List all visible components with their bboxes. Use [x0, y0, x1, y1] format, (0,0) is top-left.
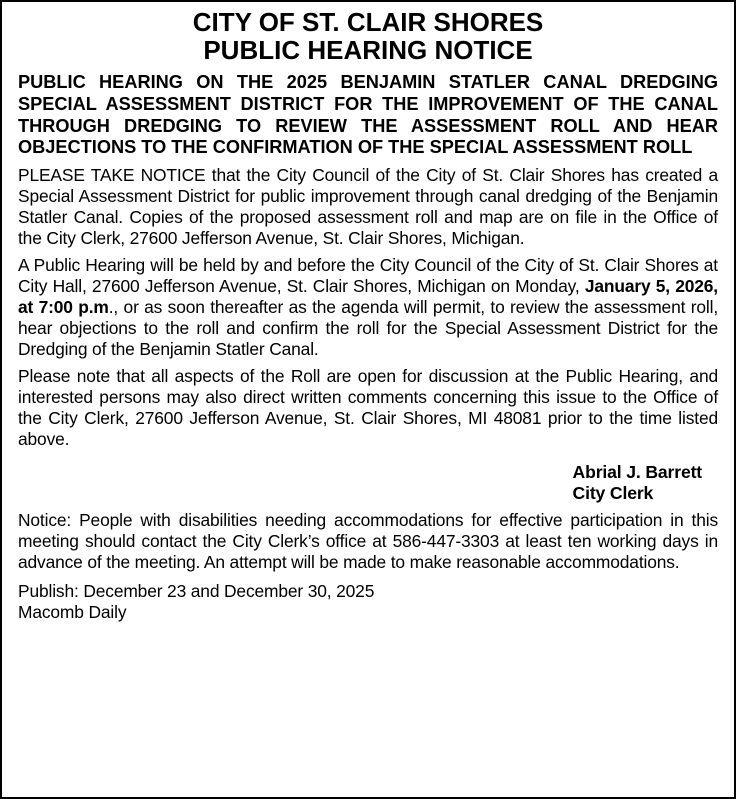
signature-name: Abrial J. Barrett: [572, 462, 702, 483]
hearing-date-time: January 5, 2026, at 7:00 p.m: [18, 276, 718, 318]
paragraph-accessibility: Notice: People with disabilities needing accommodations for effective participation in this meeting should contact the City Clerk’s office at 586-447-3303 at least ten working days in advance of the meeting. An attempt will be made to make reasonable accommodations.: [18, 510, 718, 573]
notice-title: [18, 8, 718, 64]
publish-info: [18, 581, 718, 623]
hearing-text-after: ., or as soon thereafter as the agenda will permit, to review the assessment roll, hear objections to the roll and confirm the roll for the Special Assessment District for the Dredging of the Benjamin Statler Canal.: [18, 297, 718, 360]
notice-subtitle: PUBLIC HEARING ON THE 2025 BENJAMIN STATLER CANAL DREDGING SPECIAL ASSESSMENT DISTRICT FOR THE IMPROVEMENT OF THE CANAL THROUGH DREDGING TO REVIEW THE ASSESSMENT ROLL AND HEAR OBJECTIONS TO THE CONFIRMATION OF THE SPECIAL ASSESSMENT ROLL: [18, 72, 718, 158]
paragraph-comments: Please note that all aspects of the Roll are open for discussion at the Public Hearing, and interested persons may also direct written comments concerning this issue to the Office of the City Clerk, 27600 Jefferson Avenue, St. Clair Shores, MI 48081 prior to the time listed above.: [18, 366, 718, 450]
signature-block: [18, 462, 718, 504]
paragraph-hearing-details: [18, 255, 718, 360]
signature-title: City Clerk: [572, 483, 654, 504]
publish-dates: Publish: December 23 and December 30, 2025: [18, 581, 375, 602]
notice-title-line2: PUBLIC HEARING NOTICE: [203, 35, 533, 65]
paragraph-notice-intro: PLEASE TAKE NOTICE that the City Council of the City of St. Clair Shores has created a Special Assessment District for public improvement through canal dredging of the Benjamin Statler Canal. Copies of the proposed assessment roll and map are on file in the Office of the City Clerk, 27600 Jefferson Avenue, St. Clair Shores, Michigan.: [18, 165, 718, 249]
notice-title-line1: CITY OF ST. CLAIR SHORES: [192, 7, 544, 37]
publication-name: Macomb Daily: [18, 602, 127, 623]
hearing-text-before: A Public Hearing will be held by and before the City Council of the City of St. Clair Shores at City Hall, 27600 Jefferson Avenue, St. Clair Shores, Michigan on Monday,: [18, 255, 718, 297]
